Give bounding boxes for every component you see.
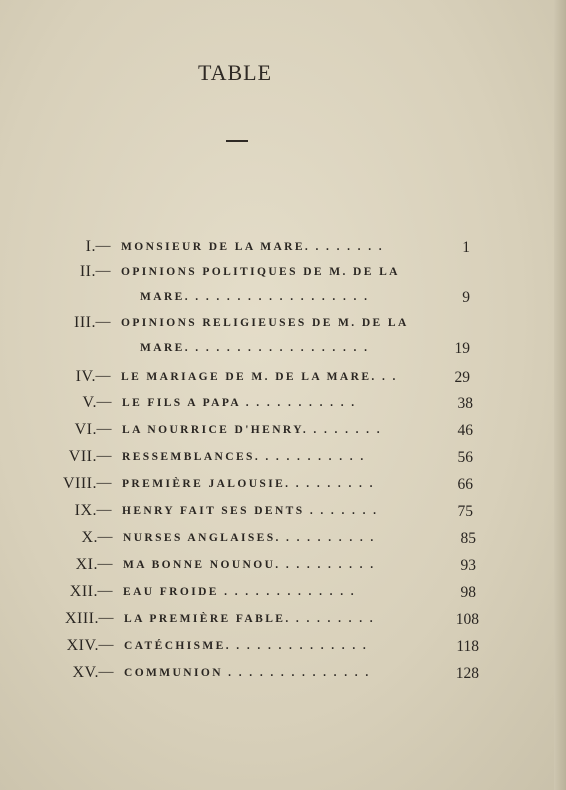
- chapter-title: EAU FROIDE . . . . . . . . . . . . .: [123, 586, 357, 598]
- page-number: 56: [457, 449, 473, 466]
- chapter-number: V.: [82, 394, 97, 411]
- page-title: TABLE: [197, 60, 273, 85]
- page-number: 128: [455, 665, 479, 682]
- chapter-number: II.: [79, 263, 96, 280]
- chapter-number: XI.: [75, 556, 98, 573]
- page-number: 66: [457, 476, 473, 493]
- chapter-title: NURSES ANGLAISES. . . . . . . . . .: [123, 532, 376, 544]
- chapter-title: LE MARIAGE DE M. DE LA MARE. . .: [121, 371, 398, 383]
- page-number: 85: [460, 530, 476, 547]
- chapter-number: III.: [74, 314, 96, 331]
- chapter-title: MA BONNE NOUNOU. . . . . . . . . .: [123, 559, 376, 571]
- page-number: 1: [462, 239, 470, 256]
- page-number: 98: [460, 584, 476, 601]
- chapter-title: RESSEMBLANCES. . . . . . . . . . .: [122, 451, 366, 463]
- chapter-dash: —: [96, 502, 112, 518]
- chapter-title: OPINIONS RELIGIEUSES DE M. DE LA: [121, 317, 409, 329]
- chapter-number: XII.: [69, 583, 98, 600]
- chapter-title-continuation: MARE. . . . . . . . . . . . . . . . . .: [140, 342, 370, 354]
- chapter-number: VII.: [68, 448, 97, 465]
- chapter-title: PREMIÈRE JALOUSIE. . . . . . . . .: [122, 478, 375, 490]
- chapter-title: COMMUNION . . . . . . . . . . . . . .: [124, 667, 371, 679]
- page-number: 19: [454, 340, 470, 357]
- chapter-number: VI.: [74, 421, 97, 438]
- chapter-dash: —: [98, 664, 114, 680]
- chapter-dash: —: [95, 263, 111, 279]
- chapter-dash: —: [96, 475, 112, 491]
- chapter-dash: —: [95, 368, 111, 384]
- chapter-number: XIII.: [64, 610, 99, 627]
- chapter-title: HENRY FAIT SES DENTS . . . . . . .: [122, 505, 379, 517]
- chapter-dash: —: [95, 314, 111, 330]
- chapter-dash: —: [96, 448, 112, 464]
- chapter-dash: —: [96, 421, 112, 437]
- chapter-title: LA PREMIÈRE FABLE. . . . . . . . .: [124, 613, 376, 625]
- chapter-number: IX.: [74, 502, 97, 519]
- chapter-title: MONSIEUR DE LA MARE. . . . . . . .: [121, 241, 385, 253]
- chapter-title: LA NOURRICE D'HENRY. . . . . . . .: [122, 424, 383, 436]
- chapter-dash: —: [98, 637, 114, 653]
- page-number: 108: [455, 611, 479, 628]
- chapter-number: XIV.: [66, 637, 99, 654]
- page-number: 93: [460, 557, 476, 574]
- chapter-number: VIII.: [62, 475, 97, 492]
- chapter-number: XV.: [72, 664, 99, 681]
- page-number: 29: [454, 369, 470, 386]
- page-number: 75: [457, 503, 473, 520]
- chapter-dash: —: [96, 394, 112, 410]
- page-number: 38: [457, 395, 473, 412]
- chapter-title-continuation: MARE. . . . . . . . . . . . . . . . . .: [140, 291, 370, 303]
- chapter-dash: —: [97, 529, 113, 545]
- chapter-number: X.: [81, 529, 98, 546]
- chapter-dash: —: [97, 556, 113, 572]
- chapter-title: LE FILS A PAPA . . . . . . . . . . .: [122, 397, 357, 409]
- page-number: 9: [462, 289, 470, 306]
- chapter-dash: —: [98, 610, 114, 626]
- chapter-title: OPINIONS POLITIQUES DE M. DE LA: [121, 266, 400, 278]
- chapter-title: CATÉCHISME. . . . . . . . . . . . . .: [124, 640, 369, 652]
- page-number: 46: [457, 422, 473, 439]
- chapter-number: I.: [85, 238, 96, 255]
- page-number: 118: [456, 638, 479, 655]
- chapter-dash: —: [95, 238, 111, 254]
- chapter-number: IV.: [75, 368, 96, 385]
- chapter-dash: —: [97, 583, 113, 599]
